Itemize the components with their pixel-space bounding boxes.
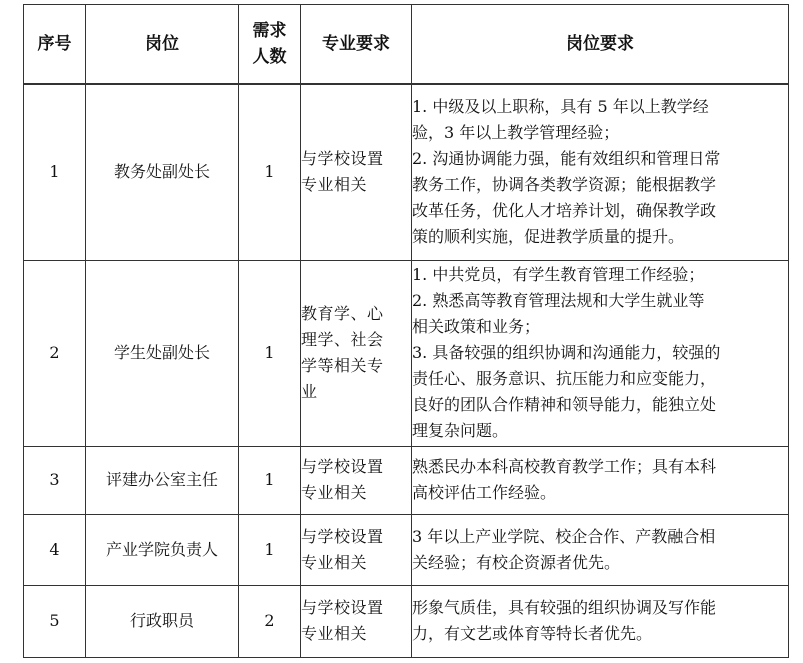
recruitment-table bbox=[23, 4, 789, 658]
requirement-line: 改革任务，优化人才培养计划，确保教学政 bbox=[412, 201, 717, 221]
header-row bbox=[24, 5, 789, 85]
requirement-line: 2. 沟通协调能力强，能有效组织和管理日常 bbox=[412, 149, 721, 169]
row-major bbox=[301, 446, 412, 514]
requirement-line: 验，3 年以上教学管理经验； bbox=[412, 123, 620, 143]
header-count-line1: 需求 bbox=[252, 21, 287, 41]
major-line: 与学校设置 bbox=[301, 457, 384, 476]
requirement-line: 熟悉民办本科高校教育教学工作；具有本科 bbox=[412, 457, 717, 476]
row-index: 3 bbox=[24, 446, 86, 514]
row-position: 评建办公室主任 bbox=[86, 446, 239, 514]
requirement-line: 教务工作，协调各类教学资源；能根据教学 bbox=[412, 175, 717, 195]
major-line: 专业相关 bbox=[301, 624, 368, 643]
table-row bbox=[24, 514, 789, 585]
header-position: 岗位 bbox=[86, 5, 239, 85]
row-position: 学生处副处长 bbox=[86, 260, 239, 446]
row-count: 2 bbox=[239, 585, 301, 657]
row-position: 产业学院负责人 bbox=[86, 514, 239, 585]
requirement-line: 形象气质佳，具有较强的组织协调及写作能 bbox=[412, 598, 717, 617]
row-major bbox=[301, 585, 412, 657]
row-count: 1 bbox=[239, 84, 301, 260]
major-line: 专业相关 bbox=[301, 552, 368, 572]
row-position: 行政职员 bbox=[86, 585, 239, 657]
major-line: 专业相关 bbox=[301, 175, 368, 195]
requirement-line: 关经验；有校企资源者优先。 bbox=[412, 552, 621, 572]
requirement-line: 良好的团队合作精神和领导能力，能独立处 bbox=[412, 395, 717, 414]
major-line: 学等相关专 bbox=[301, 356, 384, 375]
table-row bbox=[24, 260, 789, 446]
requirement-line: 1. 中共党员，有学生教育管理工作经验； bbox=[412, 265, 705, 284]
requirement-line: 相关政策和业务； bbox=[412, 317, 541, 336]
requirement-line: 高校评估工作经验。 bbox=[412, 483, 557, 502]
major-line: 教育学、心 bbox=[301, 304, 384, 323]
requirement-line: 力，有文艺或体育等特长者优先。 bbox=[412, 624, 653, 643]
major-line: 与学校设置 bbox=[301, 598, 384, 617]
requirement-line: 3 年以上产业学院、校企合作、产教融合相 bbox=[412, 526, 716, 546]
row-count: 1 bbox=[239, 260, 301, 446]
row-major bbox=[301, 514, 412, 585]
row-requirements bbox=[412, 260, 789, 446]
row-requirements bbox=[412, 514, 789, 585]
requirement-line: 3. 具备较强的组织协调和沟通能力，较强的 bbox=[412, 343, 721, 362]
requirement-line: 责任心、服务意识、抗压能力和应变能力， bbox=[412, 369, 717, 388]
requirement-line: 理复杂问题。 bbox=[412, 421, 509, 440]
row-count: 1 bbox=[239, 446, 301, 514]
header-index: 序号 bbox=[24, 5, 86, 85]
row-requirements bbox=[412, 446, 789, 514]
major-line: 业 bbox=[301, 382, 318, 401]
row-index: 2 bbox=[24, 260, 86, 446]
requirement-line: 2. 熟悉高等教育管理法规和大学生就业等 bbox=[412, 291, 705, 310]
row-index: 1 bbox=[24, 84, 86, 260]
header-requirements: 岗位要求 bbox=[412, 5, 789, 85]
table-row bbox=[24, 84, 789, 260]
row-requirements bbox=[412, 585, 789, 657]
row-index: 4 bbox=[24, 514, 86, 585]
major-line: 与学校设置 bbox=[301, 526, 384, 546]
requirement-line: 策的顺利实施，促进教学质量的提升。 bbox=[412, 227, 685, 247]
recruitment-table-container bbox=[23, 4, 789, 658]
row-major bbox=[301, 260, 412, 446]
major-line: 专业相关 bbox=[301, 483, 368, 502]
major-line: 理学、社会 bbox=[301, 330, 384, 349]
row-index: 5 bbox=[24, 585, 86, 657]
row-requirements bbox=[412, 84, 789, 260]
row-count: 1 bbox=[239, 514, 301, 585]
row-position: 教务处副处长 bbox=[86, 84, 239, 260]
row-major bbox=[301, 84, 412, 260]
table-row bbox=[24, 585, 789, 657]
header-count-line2: 人数 bbox=[252, 47, 287, 67]
header-major: 专业要求 bbox=[301, 5, 412, 85]
requirement-line: 1. 中级及以上职称，具有 5 年以上教学经 bbox=[412, 97, 709, 117]
header-count bbox=[239, 5, 301, 85]
major-line: 与学校设置 bbox=[301, 149, 384, 169]
table-row bbox=[24, 446, 789, 514]
